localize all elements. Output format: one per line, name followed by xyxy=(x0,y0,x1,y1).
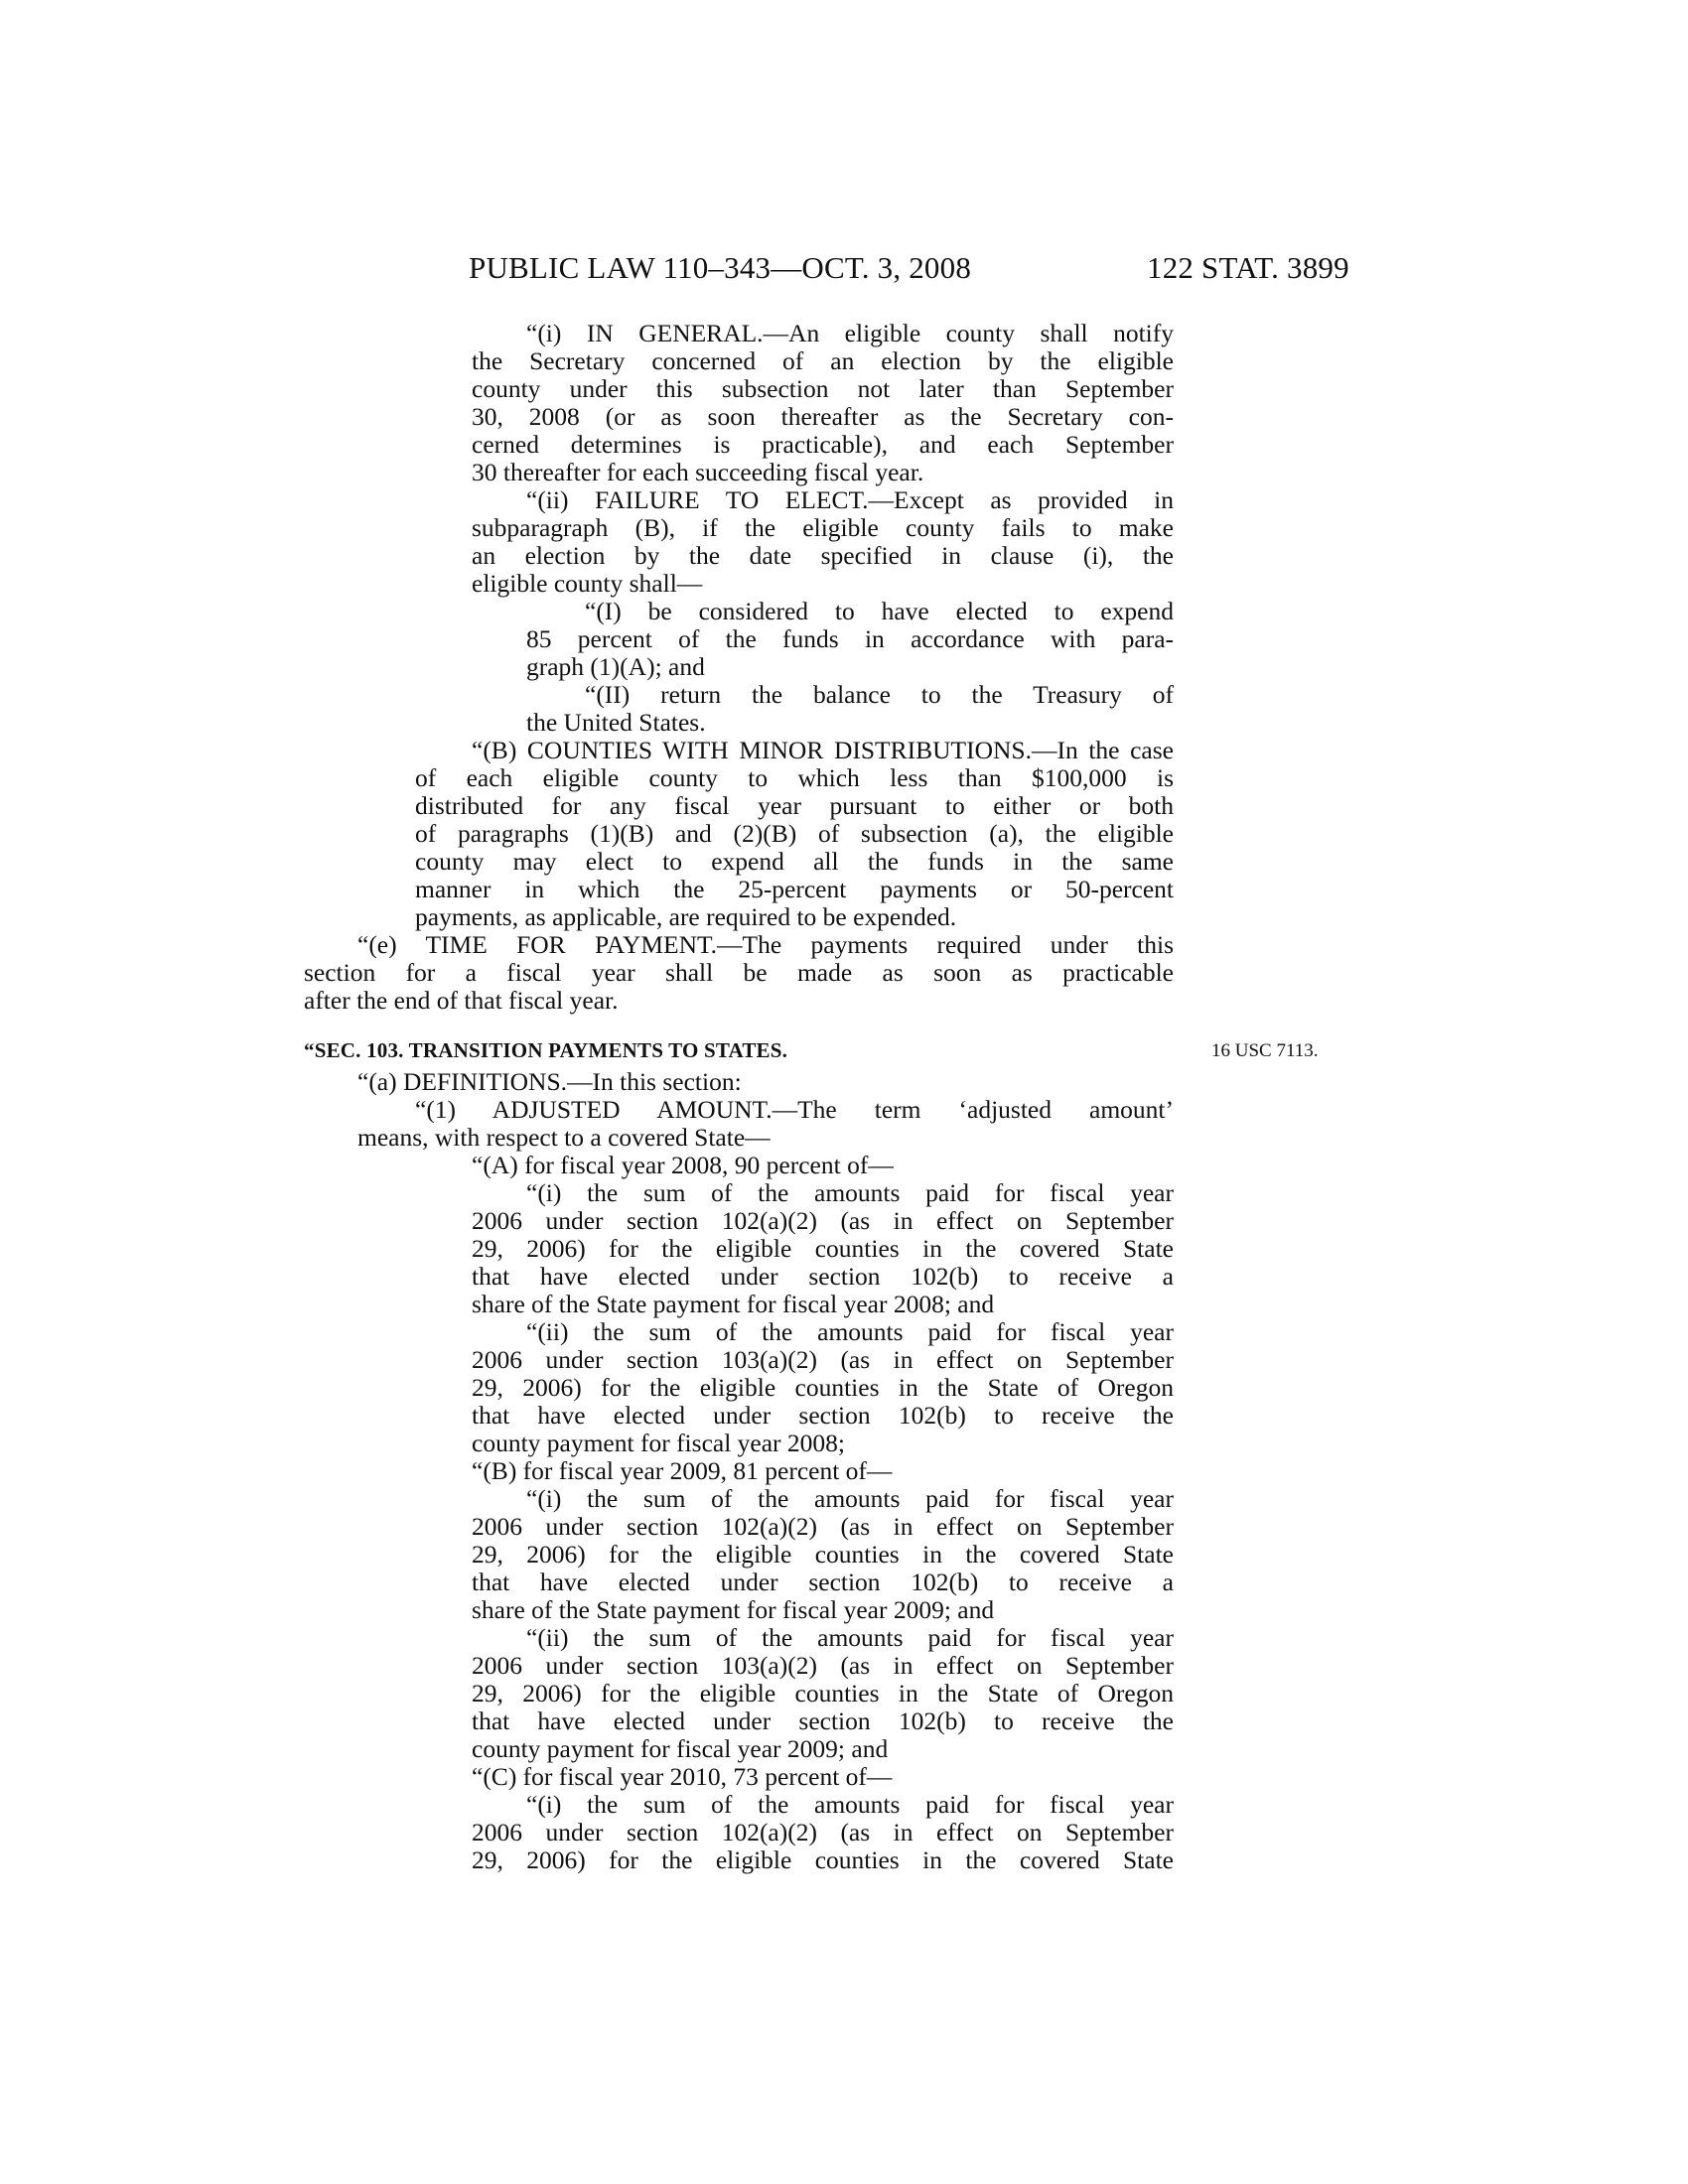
text-line: “(1) ADJUSTED AMOUNT.—The term ‘adjusted amount’ xyxy=(415,1095,1174,1124)
text-line: “(B) COUNTIES WITH MINOR DISTRIBUTIONS.—In the case xyxy=(472,736,1174,764)
text-line: “(i) IN GENERAL.—An eligible county shall notify xyxy=(526,319,1174,347)
text-line: “(ii) FAILURE TO ELECT.—Except as provided in xyxy=(526,485,1174,514)
text-line: 2006 under section 102(a)(2) (as in effect on September xyxy=(472,1818,1174,1846)
text-line: cerned determines is practicable), and each September xyxy=(472,430,1174,459)
text-line: “(a) DEFINITIONS.—In this section: xyxy=(357,1067,742,1096)
text-line: eligible county shall— xyxy=(472,569,703,598)
text-line: 2006 under section 103(a)(2) (as in effect on September xyxy=(472,1345,1174,1374)
text-line: graph (1)(A); and xyxy=(526,652,705,681)
text-line: 29, 2006) for the eligible counties in the State of Oregon xyxy=(472,1373,1174,1402)
text-line: manner in which the 25-percent payments or 50-percent xyxy=(415,875,1174,903)
text-line: “(B) for fiscal year 2009, 81 percent of— xyxy=(472,1456,893,1485)
text-line: subparagraph (B), if the eligible county fails to make xyxy=(472,513,1174,542)
text-line: 29, 2006) for the eligible counties in the covered State xyxy=(472,1234,1174,1263)
text-line: “(ii) the sum of the amounts paid for fiscal year xyxy=(526,1317,1174,1346)
text-line: “(e) TIME FOR PAYMENT.—The payments required under this xyxy=(357,930,1174,959)
text-line: 29, 2006) for the eligible counties in the covered State xyxy=(472,1845,1174,1874)
text-line: 85 percent of the funds in accordance with para- xyxy=(526,624,1174,653)
text-line: of paragraphs (1)(B) and (2)(B) of subsection (a), the eligible xyxy=(415,819,1174,848)
text-line: “(i) the sum of the amounts paid for fiscal year xyxy=(526,1178,1174,1207)
text-line: county payment for fiscal year 2009; and xyxy=(472,1734,889,1763)
text-line: share of the State payment for fiscal year 2008; and xyxy=(472,1290,995,1318)
text-line: 29, 2006) for the eligible counties in the State of Oregon xyxy=(472,1679,1174,1707)
text-line: that have elected under section 102(b) to receive a xyxy=(472,1262,1174,1291)
text-line: county payment for fiscal year 2008; xyxy=(472,1429,846,1457)
text-line: of each eligible county to which less than $100,000 is xyxy=(415,763,1174,792)
text-line: 2006 under section 103(a)(2) (as in effect on September xyxy=(472,1651,1174,1680)
section-heading: “SEC. 103. TRANSITION PAYMENTS TO STATES. xyxy=(304,1038,788,1062)
text-line: “(C) for fiscal year 2010, 73 percent of— xyxy=(472,1762,893,1791)
text-line: section for a fiscal year shall be made as soon as practicable xyxy=(304,958,1174,987)
text-line: share of the State payment for fiscal year 2009; and xyxy=(472,1595,995,1624)
text-line: “(ii) the sum of the amounts paid for fiscal year xyxy=(526,1623,1174,1652)
text-line: the Secretary concerned of an election by the eligible xyxy=(472,346,1174,375)
text-line: “(II) return the balance to the Treasury of xyxy=(585,680,1174,709)
text-line: “(i) the sum of the amounts paid for fiscal year xyxy=(526,1790,1174,1819)
text-line: that have elected under section 102(b) to receive the xyxy=(472,1401,1174,1430)
text-line: 29, 2006) for the eligible counties in the covered State xyxy=(472,1540,1174,1569)
text-line: an election by the date specified in clause (i), the xyxy=(472,541,1174,570)
text-line: “(i) the sum of the amounts paid for fiscal year xyxy=(526,1484,1174,1513)
text-line: that have elected under section 102(b) to receive a xyxy=(472,1568,1174,1596)
text-line: that have elected under section 102(b) to receive the xyxy=(472,1706,1174,1735)
margin-citation-note: 16 USC 7113. xyxy=(1211,1040,1319,1061)
running-header-left: PUBLIC LAW 110–343—OCT. 3, 2008 xyxy=(469,250,972,285)
text-line: means, with respect to a covered State— xyxy=(357,1123,771,1152)
text-line: 30, 2008 (or as soon thereafter as the Secretary con- xyxy=(472,402,1174,431)
text-line: 30 thereafter for each succeeding fiscal year. xyxy=(472,458,924,486)
text-line: county under this subsection not later than September xyxy=(472,374,1174,403)
text-line: 2006 under section 102(a)(2) (as in effect on September xyxy=(472,1512,1174,1541)
text-line: “(I) be considered to have elected to expend xyxy=(585,597,1174,625)
text-line: 2006 under section 102(a)(2) (as in effect on September xyxy=(472,1206,1174,1235)
text-line: payments, as applicable, are required to be expended. xyxy=(415,902,957,931)
running-header-right: 122 STAT. 3899 xyxy=(1147,250,1349,285)
text-line: county may elect to expend all the funds in the same xyxy=(415,847,1174,876)
text-line: after the end of that fiscal year. xyxy=(304,986,619,1015)
text-line: “(A) for fiscal year 2008, 90 percent of— xyxy=(472,1151,894,1179)
text-line: the United States. xyxy=(526,708,706,737)
text-line: distributed for any fiscal year pursuant to either or both xyxy=(415,791,1174,820)
